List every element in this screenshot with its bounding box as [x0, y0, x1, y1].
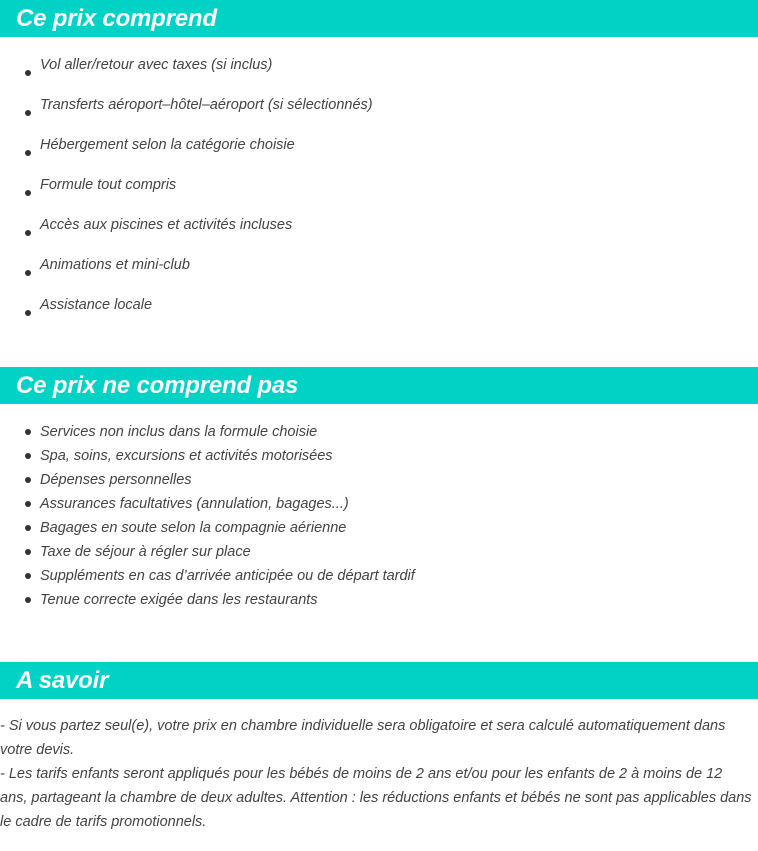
- list-item: [22, 444, 742, 468]
- section-title-includes: Ce prix comprend: [0, 0, 758, 37]
- list-item-text: Assurances facultatives (annulation, bagages...): [40, 496, 349, 512]
- list-item: [22, 492, 742, 516]
- list-item-text: Tenue correcte exigée dans les restaurants: [40, 592, 318, 608]
- bullet-icon: [25, 70, 31, 76]
- list-item: [22, 588, 742, 612]
- list-item: [22, 253, 742, 293]
- list-item: [22, 564, 742, 588]
- bullet-icon: [25, 190, 31, 196]
- list-item-text: Services non inclus dans la formule choisie: [40, 424, 318, 440]
- list-item-text: Dépenses personnelles: [40, 472, 192, 488]
- list-item-text: Transferts aéroport–hôtel–aéroport (si sélectionnés): [40, 97, 373, 113]
- includes-list: [22, 53, 742, 333]
- list-item: [22, 93, 742, 133]
- bullet-icon: [25, 477, 31, 483]
- bullet-icon: [25, 150, 31, 156]
- section-title-savoir: A savoir: [0, 662, 758, 699]
- excludes-list: [22, 420, 742, 612]
- list-item-text: Taxe de séjour à régler sur place: [40, 544, 251, 560]
- bullet-icon: [25, 549, 31, 555]
- list-item: [22, 173, 742, 213]
- list-item: [22, 540, 742, 564]
- list-item-text: Suppléments en cas d’arrivée anticipée ou de départ tardif: [40, 568, 415, 584]
- list-item: [22, 468, 742, 492]
- list-item-text: Formule tout compris: [40, 177, 177, 193]
- list-item-text: Spa, soins, excursions et activités motorisées: [40, 448, 333, 464]
- bullet-icon: [25, 230, 31, 236]
- savoir-body: [0, 714, 752, 834]
- bullet-icon: [25, 429, 31, 435]
- list-item: [22, 133, 742, 173]
- bullet-icon: [25, 525, 31, 531]
- bullet-icon: [25, 270, 31, 276]
- list-item-text: Hébergement selon la catégorie choisie: [40, 137, 295, 153]
- list-item: [22, 293, 742, 333]
- list-item: [22, 420, 742, 444]
- list-item: [22, 53, 742, 93]
- bullet-icon: [25, 453, 31, 459]
- list-item-text: Assistance locale: [40, 297, 153, 313]
- list-item: [22, 213, 742, 253]
- bullet-icon: [25, 310, 31, 316]
- bullet-icon: [25, 573, 31, 579]
- list-item: [22, 516, 742, 540]
- list-item-text: Vol aller/retour avec taxes (si inclus): [40, 57, 273, 73]
- savoir-paragraph-single: - Si vous partez seul(e), votre prix en chambre individuelle sera obligatoire et sera calculé automatiquement dans votre devis.: [0, 718, 726, 758]
- bullet-icon: [25, 110, 31, 116]
- bullet-icon: [25, 501, 31, 507]
- list-item-text: Animations et mini-club: [40, 257, 190, 273]
- section-title-excludes: Ce prix ne comprend pas: [0, 367, 758, 404]
- bullet-icon: [25, 597, 31, 603]
- list-item-text: Accès aux piscines et activités incluses: [40, 217, 293, 233]
- savoir-paragraph-children: - Les tarifs enfants seront appliqués pour les bébés de moins de 2 ans et/ou pour les enfants de 2 à moins de 12 ans, partageant la chambre de deux adultes. Attention : les réductions enfants et bébés ne sont pas applicables dans le cadre de tarifs promotionnels.: [0, 766, 752, 830]
- list-item-text: Bagages en soute selon la compagnie aérienne: [40, 520, 347, 536]
